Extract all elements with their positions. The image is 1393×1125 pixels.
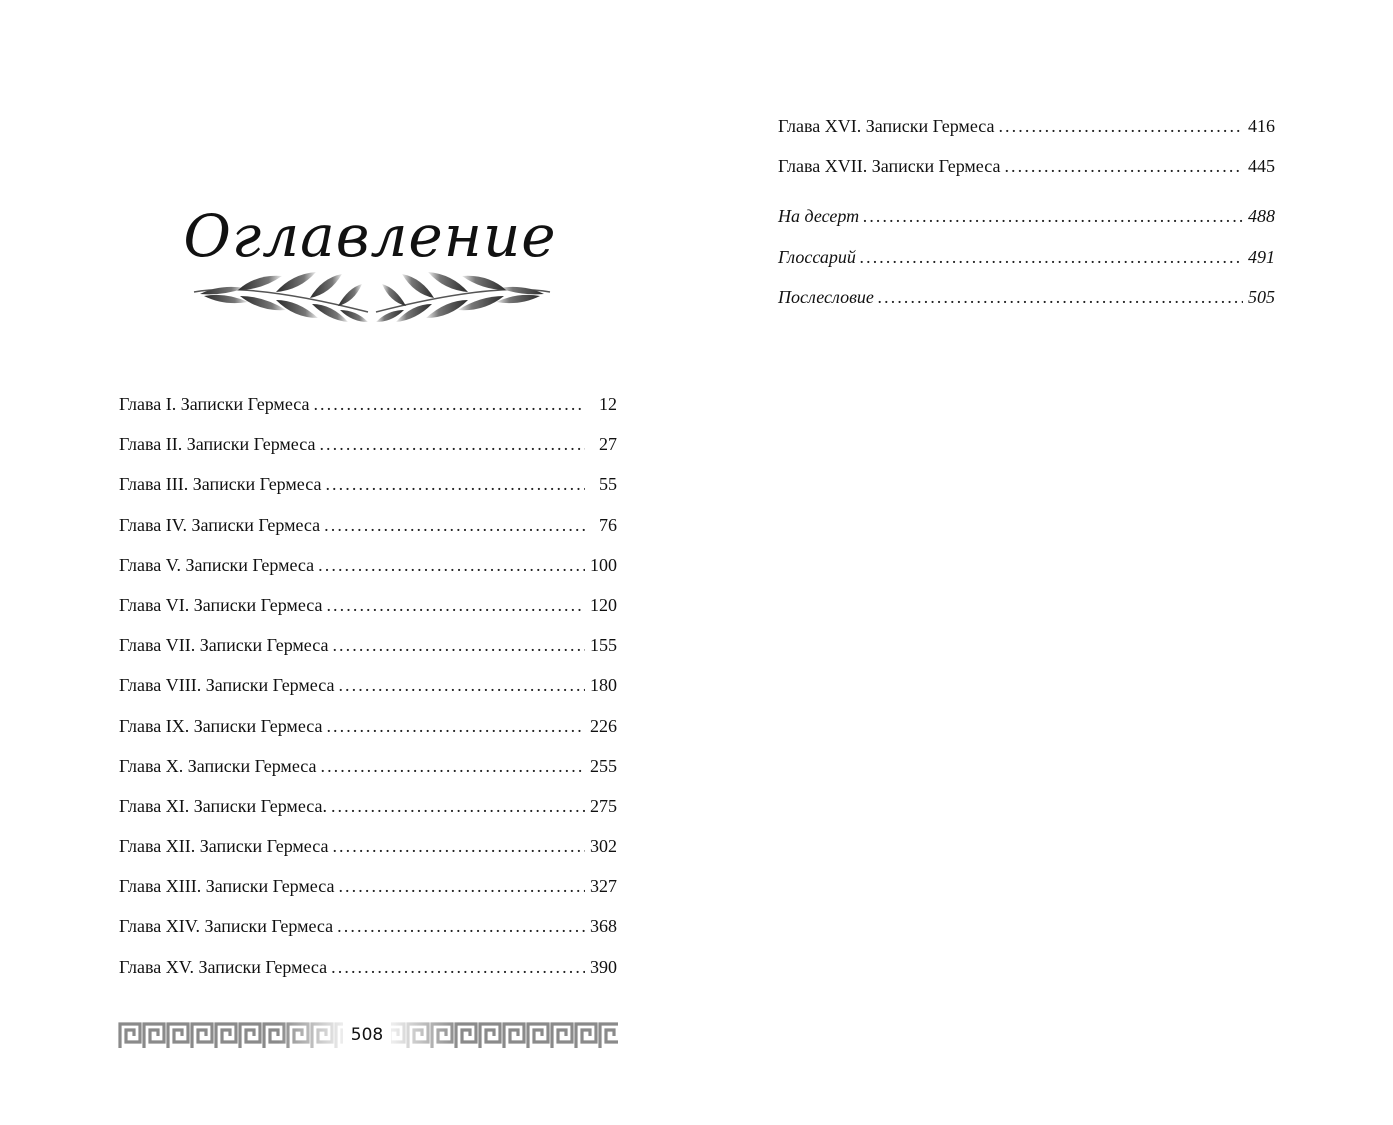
toc-entry-label: Глава XVII. Записки Гермеса bbox=[778, 156, 1001, 177]
leader-dots bbox=[338, 665, 585, 705]
leader-dots bbox=[332, 826, 585, 866]
toc-entry-label: Глава IV. Записки Гермеса bbox=[119, 514, 321, 535]
toc-list-left bbox=[119, 384, 617, 987]
toc-entry[interactable] bbox=[119, 826, 617, 866]
toc-entry[interactable] bbox=[119, 545, 617, 585]
leader-dots bbox=[863, 196, 1243, 236]
leader-dots bbox=[338, 866, 585, 906]
leader-dots bbox=[320, 746, 585, 786]
toc-entry-label: Глава VI. Записки Гермеса bbox=[119, 594, 323, 615]
leader-dots bbox=[1004, 146, 1243, 186]
page-number: 508 bbox=[343, 1021, 391, 1049]
toc-entry-label: Глава X. Записки Гермеса bbox=[119, 755, 317, 776]
toc-entry-label: Глава XVI. Записки Гермеса bbox=[778, 116, 995, 136]
toc-entry[interactable] bbox=[119, 384, 617, 424]
toc-entry-label: Глава XIV. Записки Гермеса bbox=[119, 916, 334, 937]
toc-entry-page: 416 bbox=[1248, 116, 1275, 136]
toc-entry-page: 100 bbox=[590, 554, 617, 575]
toc-entry-page: 488 bbox=[1248, 206, 1275, 227]
toc-entry-page: 226 bbox=[590, 715, 617, 736]
toc-entry[interactable] bbox=[119, 947, 617, 987]
toc-entry[interactable] bbox=[119, 866, 617, 906]
toc-entry-label: Глава XII. Записки Гермеса bbox=[119, 836, 329, 857]
toc-entry[interactable] bbox=[778, 146, 1275, 186]
toc-entry[interactable] bbox=[119, 706, 617, 746]
toc-entry-page: 155 bbox=[590, 635, 617, 656]
toc-entry[interactable] bbox=[119, 505, 617, 545]
toc-entry-page: 12 bbox=[599, 394, 617, 414]
toc-entry[interactable] bbox=[119, 585, 617, 625]
toc-entry-page: 390 bbox=[590, 956, 617, 977]
leader-dots bbox=[878, 277, 1243, 317]
toc-entry-page: 27 bbox=[599, 434, 617, 455]
toc-entry[interactable] bbox=[119, 746, 617, 786]
left-page bbox=[0, 0, 696, 1125]
leader-dots bbox=[325, 464, 585, 504]
section-gap bbox=[778, 186, 1275, 196]
toc-entry[interactable] bbox=[119, 665, 617, 705]
toc-entry-page: 302 bbox=[590, 836, 617, 857]
leader-dots bbox=[331, 947, 585, 987]
leader-dots bbox=[332, 625, 585, 665]
toc-entry-page: 275 bbox=[590, 795, 617, 816]
leader-dots bbox=[337, 906, 585, 946]
toc-entry[interactable] bbox=[119, 424, 617, 464]
leader-dots bbox=[313, 384, 585, 424]
toc-entry[interactable] bbox=[119, 906, 617, 946]
toc-entry-label: Глава IX. Записки Гермеса bbox=[119, 715, 323, 736]
toc-entry-page: 491 bbox=[1248, 246, 1275, 267]
toc-entry-page: 327 bbox=[590, 876, 617, 897]
toc-entry-label: Глава III. Записки Гермеса bbox=[119, 474, 322, 495]
toc-entry-label: Глава VIII. Записки Гермеса bbox=[119, 675, 335, 696]
page-title: Оглавление bbox=[183, 202, 557, 270]
toc-entry-label: Глава V. Записки Гермеса bbox=[119, 554, 315, 575]
toc-entry[interactable] bbox=[778, 106, 1275, 146]
leader-dots bbox=[326, 585, 585, 625]
toc-entry[interactable] bbox=[778, 237, 1275, 277]
toc-entry[interactable] bbox=[119, 464, 617, 504]
leader-dots bbox=[860, 237, 1243, 277]
toc-entry-label: Глава XV. Записки Гермеса bbox=[119, 956, 328, 977]
toc-entry-label: Глава II. Записки Гермеса bbox=[119, 434, 316, 455]
toc-entry[interactable] bbox=[119, 786, 617, 826]
toc-entry[interactable] bbox=[778, 196, 1275, 236]
toc-entry-label: Глава XIII. Записки Гермеса bbox=[119, 876, 335, 897]
leader-dots bbox=[998, 106, 1243, 146]
toc-entry-label: На десерт bbox=[778, 206, 860, 227]
leader-dots bbox=[324, 505, 585, 545]
toc-entry-page: 76 bbox=[599, 514, 617, 535]
toc-entry-page: 255 bbox=[590, 755, 617, 776]
toc-entry-label: Глава I. Записки Гермеса bbox=[119, 394, 310, 414]
toc-entry-page: 180 bbox=[590, 675, 617, 696]
toc-entry-label: Глава VII. Записки Гермеса bbox=[119, 635, 329, 656]
toc-entry-page: 445 bbox=[1248, 156, 1275, 177]
toc-entry[interactable] bbox=[119, 625, 617, 665]
toc-entry-label: Глоссарий bbox=[778, 246, 856, 267]
toc-entry[interactable] bbox=[778, 277, 1275, 317]
toc-entry-page: 55 bbox=[599, 474, 617, 495]
toc-entry-page: 505 bbox=[1248, 286, 1275, 307]
leader-dots bbox=[318, 545, 585, 585]
toc-entry-label: Глава XI. Записки Гермеса. bbox=[119, 795, 327, 816]
leader-dots bbox=[331, 786, 585, 826]
right-page bbox=[696, 0, 1393, 1125]
toc-list-right bbox=[778, 106, 1275, 317]
toc-entry-page: 368 bbox=[590, 916, 617, 937]
laurel-branch-icon bbox=[190, 262, 554, 326]
leader-dots bbox=[326, 706, 585, 746]
toc-entry-page: 120 bbox=[590, 594, 617, 615]
leader-dots bbox=[319, 424, 585, 464]
toc-entry-label: Послесловие bbox=[778, 286, 874, 307]
